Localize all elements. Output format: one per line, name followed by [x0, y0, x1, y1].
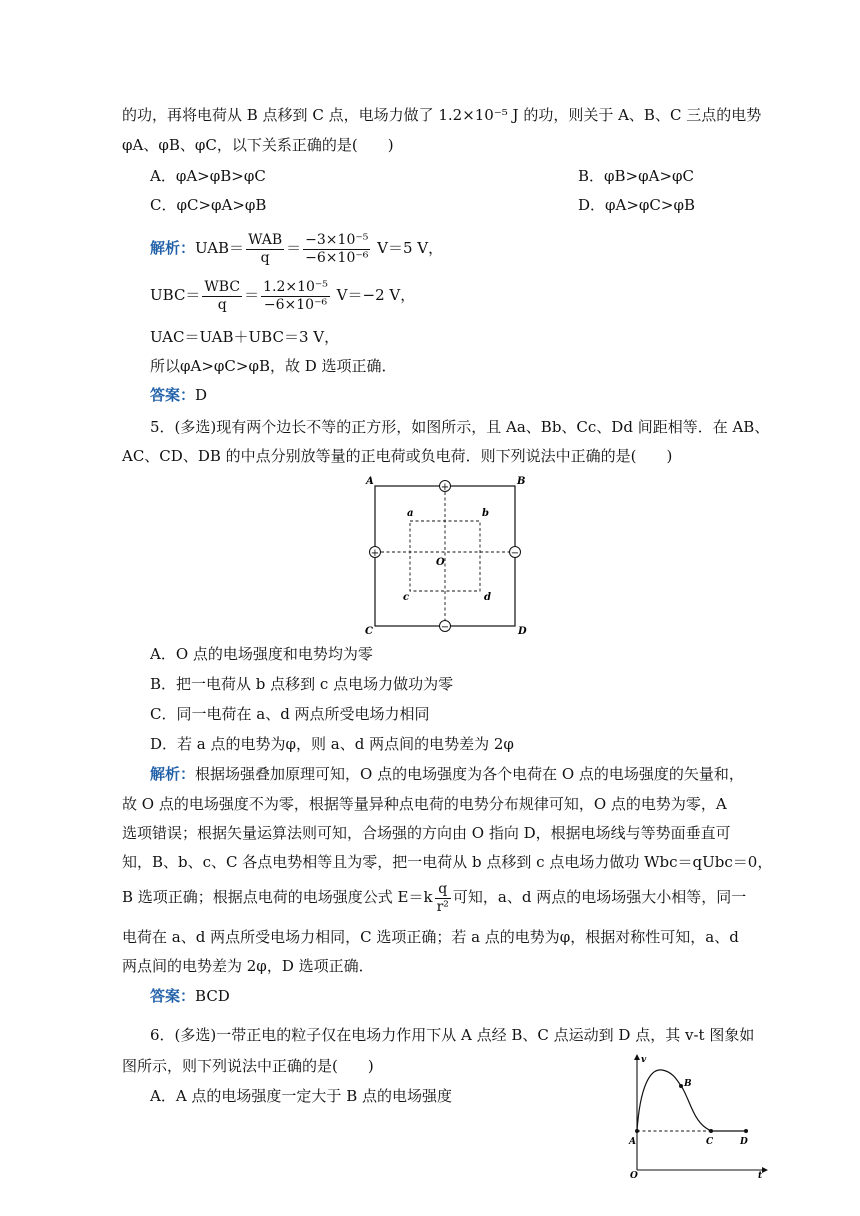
q4-option-b: B．φB>φA>φC	[578, 167, 695, 185]
label-C: C	[706, 1137, 714, 1147]
label-t: t	[758, 1171, 763, 1178]
ubc-frac-1	[202, 279, 242, 314]
q4-answer-value: D	[195, 386, 208, 404]
ubc-result: V＝−2 V，	[331, 286, 416, 304]
q5-analysis-text-5a: B 选项正确；根据点电荷的电场强度公式 E＝k	[122, 888, 433, 906]
q6-stem-line-2: 图所示，则下列说法中正确的是( )	[122, 1057, 374, 1075]
q6-vt-graph	[622, 1052, 772, 1178]
charge-right-sign: −	[510, 548, 520, 559]
uab-lhs: UAB＝	[195, 239, 245, 257]
uab-frac-2-num: −3×10⁻⁵	[305, 231, 369, 248]
uab-frac-2	[303, 232, 370, 267]
label-C: C	[365, 626, 373, 637]
q5-analysis-text-5b: 可知，a、d 两点的电场场强大小相等，同一	[452, 888, 747, 906]
vt-curve	[637, 1070, 748, 1131]
uab-frac-1-num: WAB	[248, 231, 283, 248]
label-A: A	[366, 476, 374, 487]
q5-analysis-2: 故 O 点的电场强度不为零，根据等量异种点电荷的电势分布规律可知，O 点的电势为零，A	[122, 795, 727, 813]
analysis-label: 解析：	[150, 239, 196, 257]
q4-option-a: A．φA>φB>φC	[150, 167, 266, 185]
q5-option-c: C．同一电荷在 a、d 两点所受电场力相同	[150, 705, 430, 723]
label-a: a	[407, 508, 414, 519]
ubc-formula	[150, 275, 415, 315]
q5-analysis-6: 电荷在 a、d 两点所受电场力相同，C 选项正确；若 a 点的电势为φ，根据对称性可知，a、d	[122, 928, 739, 946]
uab-frac-2-den: −6×10⁻⁶	[305, 249, 369, 266]
q5-stem-line-1: 5．(多选)现有两个边长不等的正方形，如图所示，且 Aa、Bb、Cc、Dd 间距相等．在 AB、	[150, 418, 770, 436]
label-D: D	[740, 1137, 748, 1147]
q5-analysis-label: 解析：	[150, 765, 196, 783]
ubc-frac-2	[261, 279, 330, 314]
point-D	[744, 1129, 748, 1133]
coulomb-frac-num: q	[435, 881, 451, 899]
label-b: b	[482, 508, 489, 519]
coulomb-frac-den: r²	[436, 898, 449, 915]
ubc-frac-1-den: q	[217, 296, 227, 313]
ubc-eq: ＝	[244, 286, 260, 304]
uab-formula	[150, 228, 443, 268]
label-d: d	[484, 592, 491, 603]
label-O: O	[436, 557, 445, 568]
t-axis-arrow	[762, 1167, 768, 1173]
q5-answer-label: 答案：	[150, 987, 196, 1005]
q5-option-d: D．若 a 点的电势为φ，则 a、d 两点间的电势差为 2φ	[150, 735, 514, 753]
q6-stem-line-1: 6．(多选)一带正电的粒子仅在电场力作用下从 A 点经 B、C 点运动到 D 点，其 v-t 图象如	[150, 1026, 755, 1044]
uab-frac-1	[246, 232, 284, 267]
charge-top-sign: +	[440, 482, 450, 493]
q5-option-a: A．O 点的电场强度和电势均为零	[150, 645, 373, 663]
q5-option-b: B．把一电荷从 b 点移到 c 点电场力做功为零	[150, 675, 454, 693]
q4-conclusion: 所以φA>φC>φB，故 D 选项正确．	[150, 357, 397, 375]
q5-analysis-1	[150, 763, 744, 785]
ubc-frac-2-num: 1.2×10⁻⁵	[263, 278, 328, 295]
q5-figure	[360, 472, 530, 642]
label-B: B	[684, 1079, 692, 1089]
uac-formula: UAC＝UAB＋UBC＝3 V，	[150, 328, 340, 346]
q5-stem-line-2: AC、CD、DB 的中点分别放等量的正电荷或负电荷．则下列说法中正确的是( )	[122, 447, 673, 465]
ubc-frac-2-den: −6×10⁻⁶	[263, 296, 328, 313]
coulomb-frac	[435, 881, 451, 916]
label-v: v	[641, 1055, 647, 1065]
q5-analysis-4: 知，B、b、c、C 各点电势相等且为零，把一电荷从 b 点移到 c 点电场力做功 Wbc＝qUbc＝0，	[122, 853, 773, 871]
q5-analysis-text-1: 根据场强叠加原理可知，O 点的电场强度为各个电荷在 O 点的电场强度的矢量和，	[195, 765, 744, 783]
uab-frac-1-den: q	[260, 249, 270, 266]
q4-stem-line-1: 的功，再将电荷从 B 点移到 C 点，电场力做了 1.2×10⁻⁵ J 的功，则关于 A、B、C 三点的电势	[122, 106, 762, 124]
charge-left-sign: +	[370, 548, 380, 559]
label-A: A	[629, 1137, 636, 1147]
q4-stem-line-2: φA、φB、φC，以下关系正确的是( )	[122, 136, 394, 154]
v-axis-arrow	[634, 1054, 640, 1060]
q5-analysis-3: 选项错误；根据矢量运算法则可知，合场强的方向由 O 指向 D，根据电场线与等势面垂直可	[122, 824, 731, 842]
charge-bottom-sign: −	[440, 622, 450, 633]
q5-analysis-7: 两点间的电势差为 2φ，D 选项正确．	[122, 957, 374, 975]
label-O: O	[630, 1171, 638, 1178]
q5-answer-value: BCD	[195, 987, 230, 1005]
q4-answer	[150, 384, 207, 406]
q5-analysis-5	[122, 876, 746, 918]
point-A	[635, 1129, 639, 1133]
uab-eq: ＝	[286, 239, 302, 257]
point-B	[679, 1084, 683, 1088]
q4-option-d: D．φA>φC>φB	[578, 196, 696, 214]
label-B: B	[517, 476, 526, 487]
answer-label: 答案：	[150, 386, 196, 404]
ubc-frac-1-num: WBC	[204, 278, 241, 295]
label-c: c	[403, 592, 410, 603]
q5-answer	[150, 985, 230, 1007]
ubc-lhs: UBC＝	[150, 286, 201, 304]
point-C	[709, 1129, 713, 1133]
q6-option-a: A．A 点的电场强度一定大于 B 点的电场强度	[150, 1087, 452, 1105]
label-D: D	[518, 626, 527, 637]
uab-result: V＝5 V，	[372, 239, 444, 257]
q4-option-c: C．φC>φA>φB	[150, 196, 267, 214]
